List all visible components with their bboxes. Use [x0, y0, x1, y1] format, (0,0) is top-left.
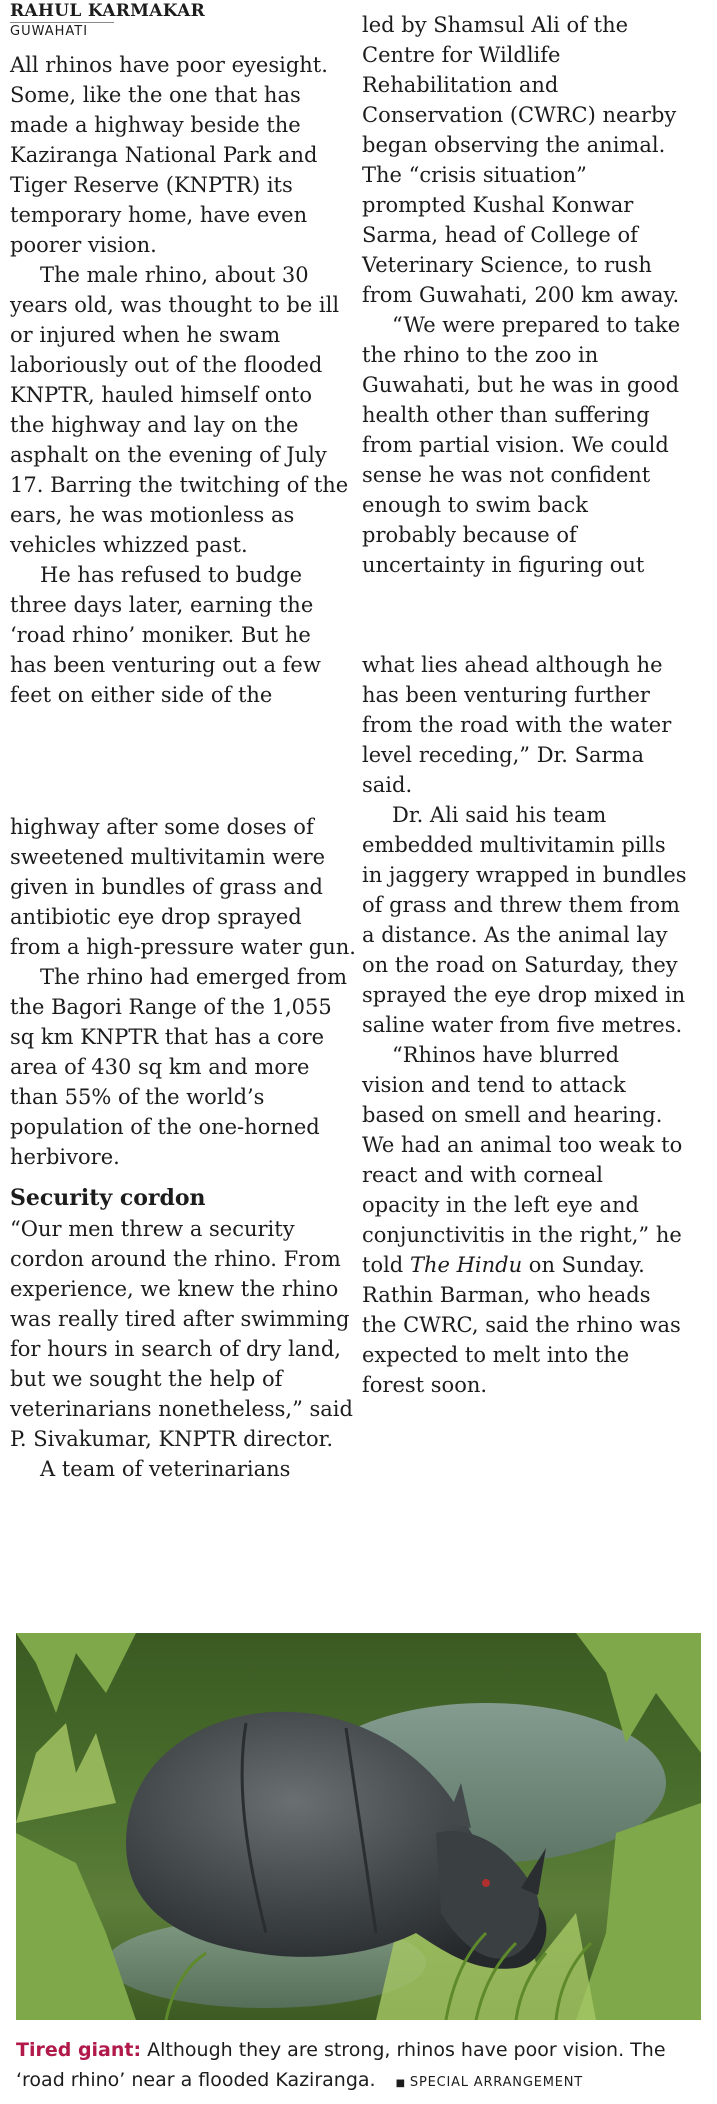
column-2 [10, 812, 358, 1484]
publication-name: The Hindu [409, 1253, 523, 1277]
quote-text-continued: on Sunday. Rathin Barman, who heads the CWRC, said the rhino was expected to melt into the forest soon. [362, 1253, 681, 1397]
paragraph: All rhinos have poor eyesight. Some, like the one that has made a highway beside the Kaziranga National Park and Tiger Reserve (KNPTR) its temporary home, have even poorer vision. [10, 53, 328, 257]
rhino-photo [16, 1633, 701, 2020]
dateline: GUWAHATI [10, 22, 114, 41]
paragraph: He has refused to budge three days later, earning the ‘road rhino’ moniker. But he has been venturing out a few feet on either side of the [10, 563, 321, 707]
paragraph: led by Shamsul Ali of the Centre for Wildlife Rehabilitation and Conservation (CWRC) nearby began observing the animal. The “crisis situation” prompted Kushal Konwar Sarma, head of College of Veterinary Science, to rush from Guwahati, 200 km away. [362, 13, 680, 307]
paragraph: “Our men threw a security cordon around the rhino. From experience, we knew the rhino was really tired after swimming for hours in search of dry land, but we sought the help of veterinarians nonetheless,” said P. Sivakumar, KNPTR director. [10, 1217, 353, 1451]
column-4 [362, 650, 687, 1400]
column-1 [10, 50, 350, 710]
paragraph: The male rhino, about 30 years old, was thought to be ill or injured when he swam laboriously out of the flooded KNPTR, hauled himself onto the highway and lay on the asphalt on the evening of July 17. Barring the twitching of the ears, he was motionless as vehicles whizzed past. [10, 263, 349, 557]
paragraph: “We were prepared to take the rhino to the zoo in Guwahati, but he was in good health other than suffering from partial vision. We could sense he was not confident enough to swim back probably because of uncertainty in figuring out [362, 313, 681, 577]
caption-title: Tired giant: [16, 2039, 142, 2061]
photo-credit: ■ SPECIAL ARRANGEMENT [396, 2075, 583, 2090]
subheading: Security cordon [10, 1185, 206, 1211]
paragraph: highway after some doses of sweetened multivitamin were given in bundles of grass and antibiotic eye drop sprayed from a high-pressure water gun. [10, 815, 356, 959]
quote-text: “Rhinos have blurred vision and tend to attack based on smell and hearing. We had an animal too weak to react and with corneal opacity in the left eye and conjunctivitis in the right,” he told [362, 1043, 683, 1277]
paragraph: A team of veterinarians [40, 1457, 291, 1481]
paragraph: what lies ahead although he has been venturing further from the road with the water level receding,” Dr. Sarma said. [362, 653, 672, 797]
caption-text: Although they are strong, rhinos have poor vision. The ‘road rhino’ near a flooded Kaziranga. [16, 2039, 666, 2091]
rhino-photo-illustration [16, 1633, 701, 2020]
byline [10, 0, 350, 41]
column-3 [362, 10, 687, 580]
photo-caption [16, 2035, 706, 2099]
paragraph: Dr. Ali said his team embedded multivitamin pills in jaggery wrapped in bundles of grass and threw them from a distance. As the animal lay on the road on Saturday, they sprayed the eye drop mixed in saline water from five metres. [362, 803, 687, 1037]
paragraph [362, 1040, 687, 1400]
paragraph: The rhino had emerged from the Bagori Range of the 1,055 sq km KNPTR that has a core area of 430 sq km and more than 55% of the world’s population of the one-horned herbivore. [10, 965, 348, 1169]
author-name: RAHUL KARMAKAR [10, 1, 206, 21]
